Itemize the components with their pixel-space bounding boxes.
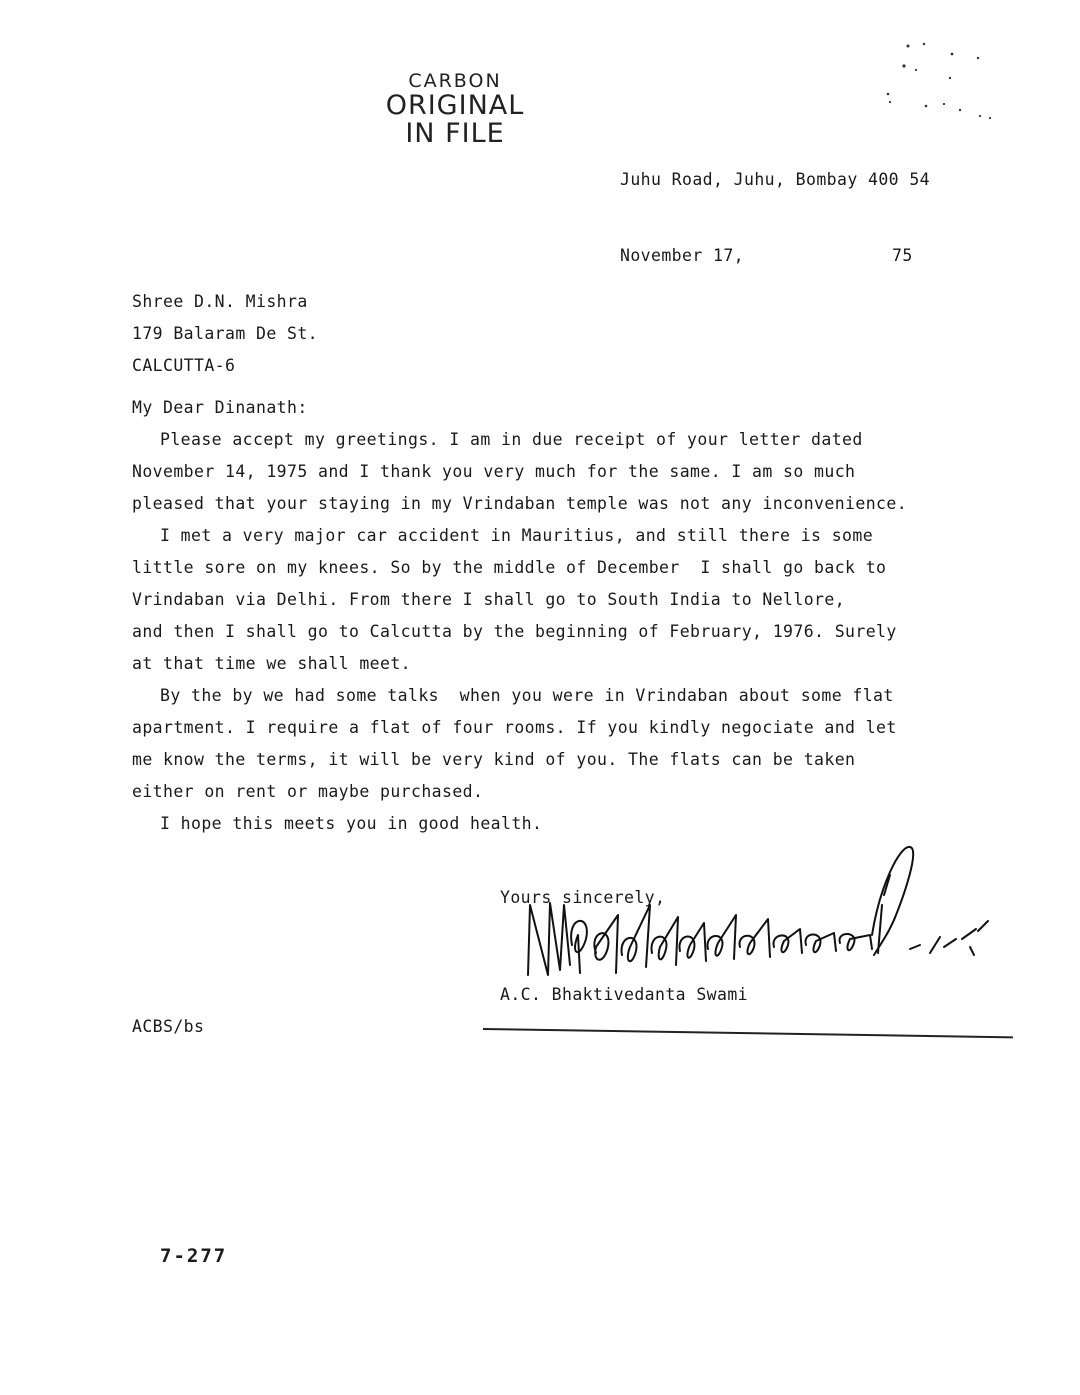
letter-date-year: 75 [892, 246, 913, 265]
carbon-original-stamp [380, 72, 530, 149]
faint-corner-marks [880, 40, 1000, 130]
stamp-line-1: CARBON [408, 70, 502, 92]
stamp-line-3: IN FILE [405, 118, 505, 150]
recipient-city: CALCUTTA-6 [132, 356, 236, 375]
body-line: at that time we shall meet. [132, 654, 412, 673]
sender-address: Juhu Road, Juhu, Bombay 400 54 [620, 170, 931, 189]
body-line: me know the terms, it will be very kind of you. The flats can be taken [132, 750, 856, 769]
salutation: My Dear Dinanath: [132, 398, 308, 417]
stamp-line-2: ORIGINAL [385, 89, 525, 121]
letter-date: November 17, [620, 246, 745, 265]
body-line: November 14, 1975 and I thank you very much for the same. I am so much [132, 462, 856, 481]
body-line: I met a very major car accident in Mauritius, and still there is some [160, 526, 874, 545]
body-line: Vrindaban via Delhi. From there I shall go to South India to Nellore, [132, 590, 846, 609]
closing: Yours sincerely, [500, 888, 666, 907]
body-line: pleased that your staying in my Vrindaban temple was not any inconvenience. [132, 494, 908, 513]
typist-initials: ACBS/bs [132, 1017, 205, 1036]
body-line: apartment. I require a flat of four rooms. If you kindly negociate and let [132, 718, 897, 737]
body-line: either on rent or maybe purchased. [132, 782, 484, 801]
recipient-name: Shree D.N. Mishra [132, 292, 308, 311]
body-line: I hope this meets you in good health. [160, 814, 543, 833]
page-number: 7-277 [160, 1245, 228, 1267]
handwritten-signature [500, 835, 1000, 1010]
body-line: little sore on my knees. So by the middle of December I shall go back to [132, 558, 887, 577]
signature-rule [483, 1028, 1013, 1038]
body-line: and then I shall go to Calcutta by the beginning of February, 1976. Surely [132, 622, 897, 641]
recipient-street: 179 Balaram De St. [132, 324, 319, 343]
body-line: By the by we had some talks when you were in Vrindaban about some flat [160, 686, 894, 705]
signature-name: A.C. Bhaktivedanta Swami [500, 985, 749, 1004]
body-line: Please accept my greetings. I am in due receipt of your letter dated [160, 430, 863, 449]
